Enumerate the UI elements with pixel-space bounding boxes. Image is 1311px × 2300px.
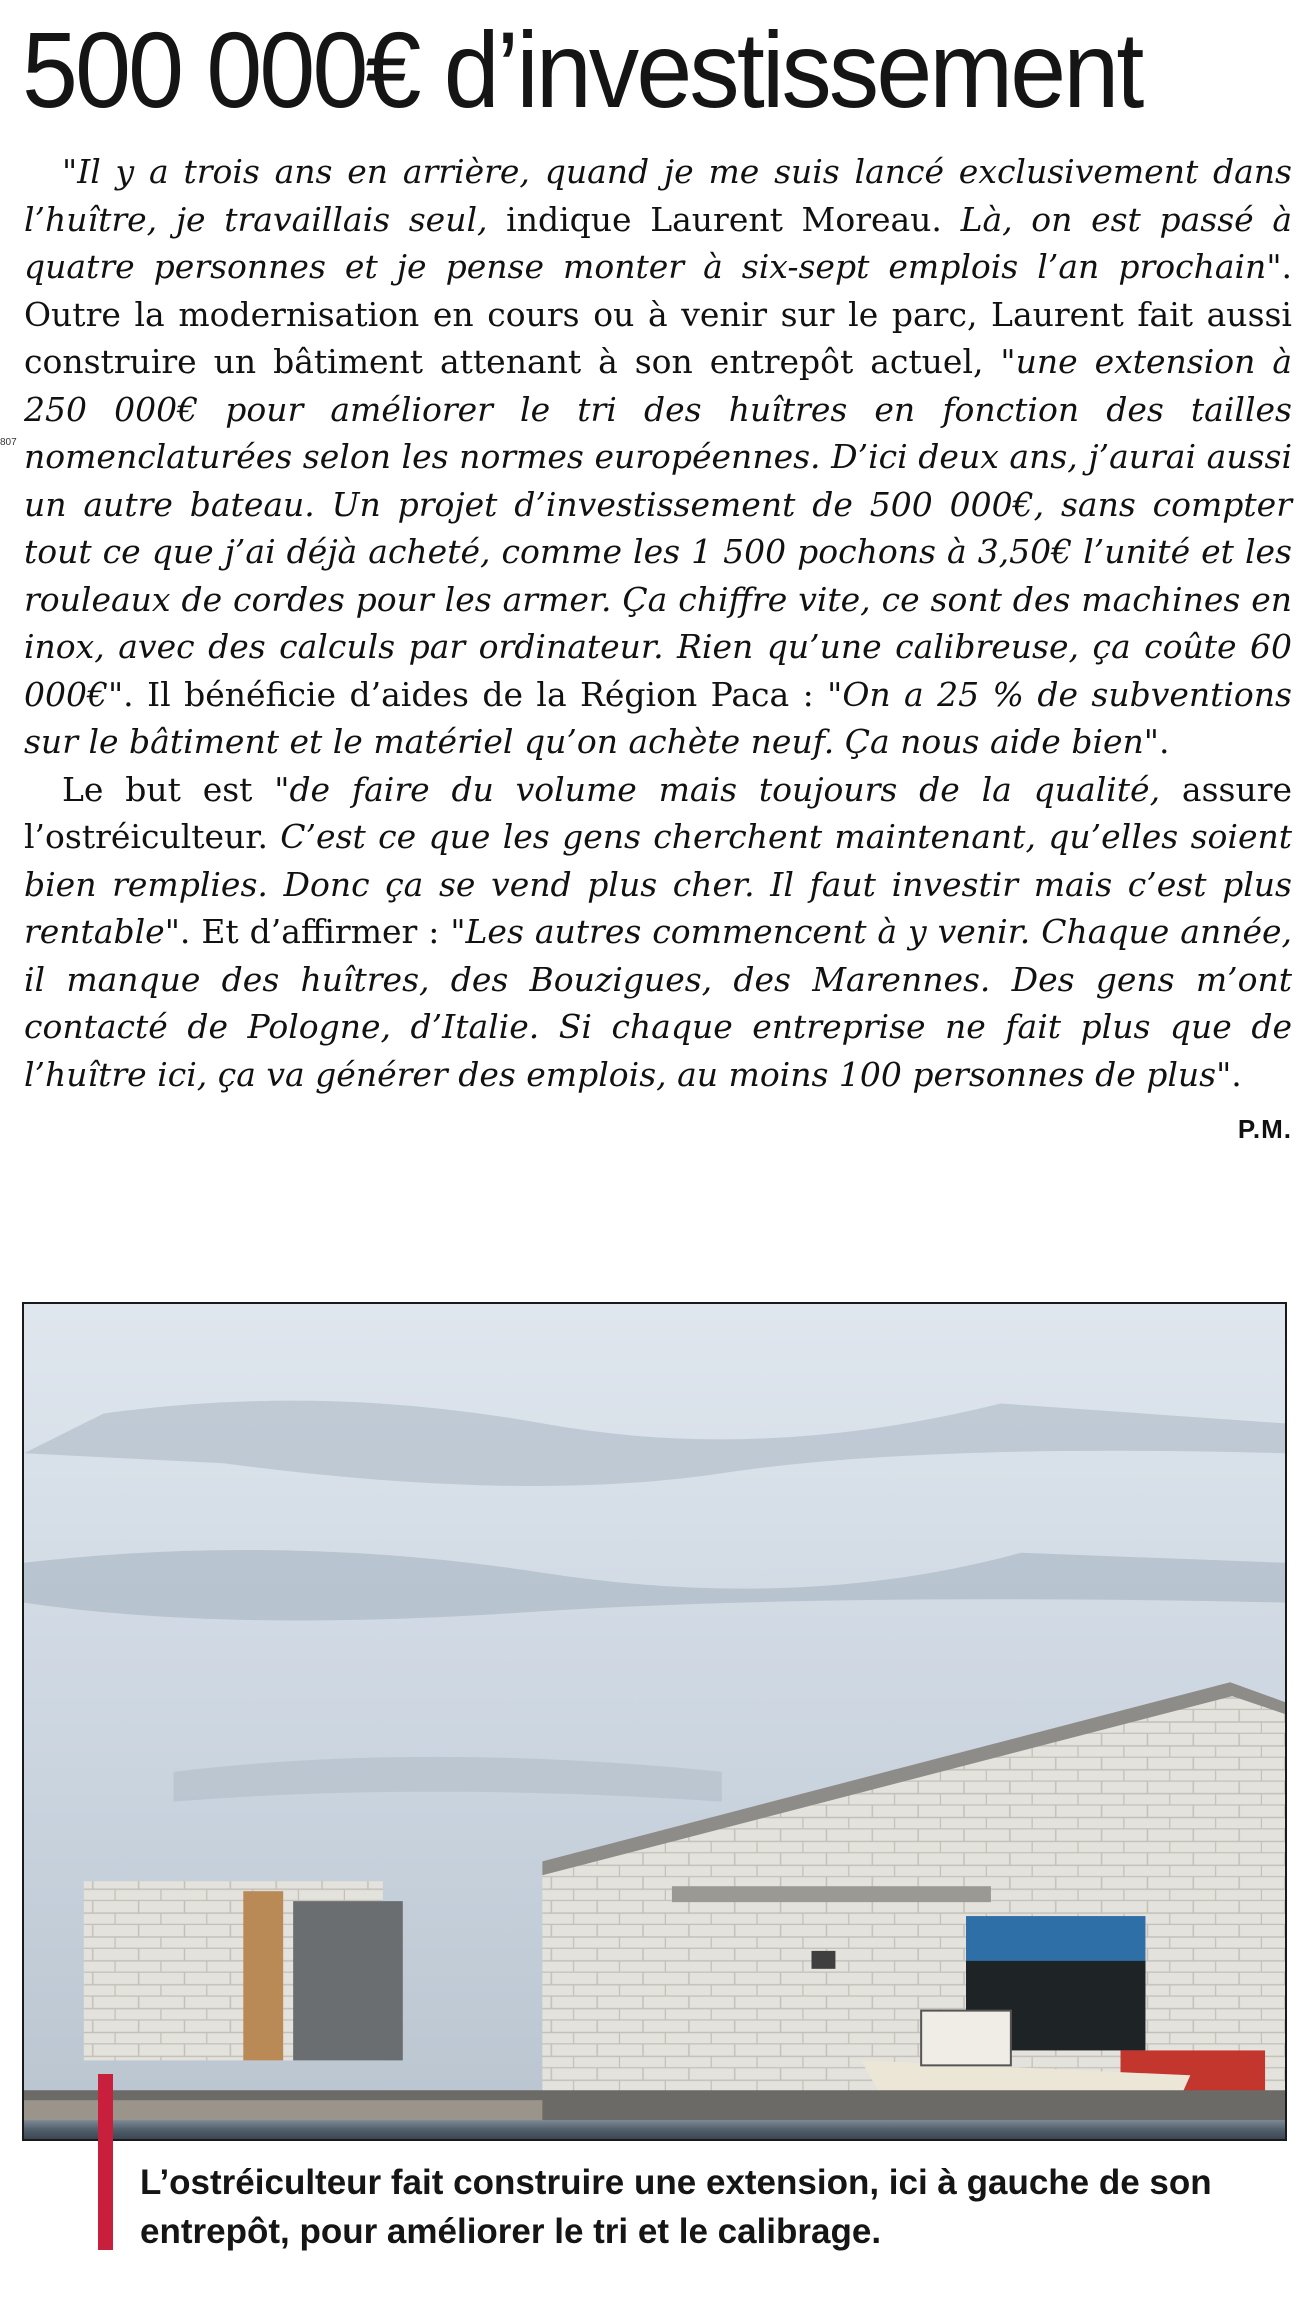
text-run: une extension à 250 000€ pour améliorer le tri des huîtres en fonction des tailles nomenclaturées selon les normes européennes. D’ici deux ans, j’aurai aussi un autre bateau. Un projet d’investissement de 500 000€, sans compter tout ce que j’ai déjà acheté, comme les 1 500 pochons à 3,50€ l’unité et les rouleaux de cordes pour les armer. Ça chiffre vite, ce sont des machines en inox, avec des calculs par ordinateur. Rien qu’une calibreuse, ça coûte 60 000€ — [24, 342, 1292, 714]
text-run: On a 25 % de subventions sur le bâtiment et le matériel qu’on achète neuf. Ça nous aide bien — [24, 674, 1292, 761]
text-run: Les autres commencent à y venir. Chaque année, il manque des huîtres, des Bouzigues, des Marennes. Des gens m’ont contacté de Pologne, d’Italie. Si chaque entreprise ne fait plus que de l’huître ici, ça va générer des emplois, au moins 100 personnes de plus — [24, 912, 1293, 1094]
text-run: Il y a trois ans en arrière, quand je me suis lancé exclusivement dans l’huître, je travaillais seul, — [24, 152, 1292, 239]
article-body — [24, 148, 1292, 1154]
text-run: assure l’ostréiculteur. — [24, 769, 1293, 856]
headline: 500 000€ d’investissement — [22, 9, 1142, 130]
text-run: indique Laurent Moreau. — [487, 199, 961, 239]
text-run: ". Il bénéficie d’aides de la Région Paca : " — [107, 674, 843, 714]
paragraph — [24, 766, 1293, 1144]
text-run: de faire du volume mais toujours de la qualité, — [289, 769, 1161, 809]
text-run: C’est ce que les gens cherchent maintenant, qu’elles soient bien remplies. Donc ça se vend plus cher. Il faut investir mais c’est plus rentable — [24, 817, 1292, 951]
text-run: Là, on est passé à quatre personnes et je pense monter à six-sept emplois l’an prochain — [24, 199, 1292, 286]
photo-oyster-warehouse — [22, 1302, 1287, 2141]
paragraph — [24, 148, 1292, 766]
margin-code: 807 — [0, 437, 17, 448]
harbor-illustration — [24, 1304, 1285, 2139]
text-run: ". — [1143, 722, 1170, 761]
signature: P.M. — [1237, 1114, 1292, 1144]
text-run: ". Outre la modernisation en cours ou à venir sur le parc, Laurent fait aussi construire un bâtiment attenant à son entrepôt actuel, " — [24, 247, 1292, 381]
photo-caption: L’ostréiculteur fait construire une extension, ici à gauche de son entrepôt, pour améliorer le tri et le calibrage. — [140, 2163, 1212, 2251]
text-run: ". — [1216, 1054, 1242, 1094]
text-run: Le but est " — [62, 769, 290, 809]
text-run: " — [62, 152, 78, 191]
text-run: ". Et d’affirmer : " — [164, 912, 466, 951]
caption-accent-bar — [98, 2074, 113, 2250]
